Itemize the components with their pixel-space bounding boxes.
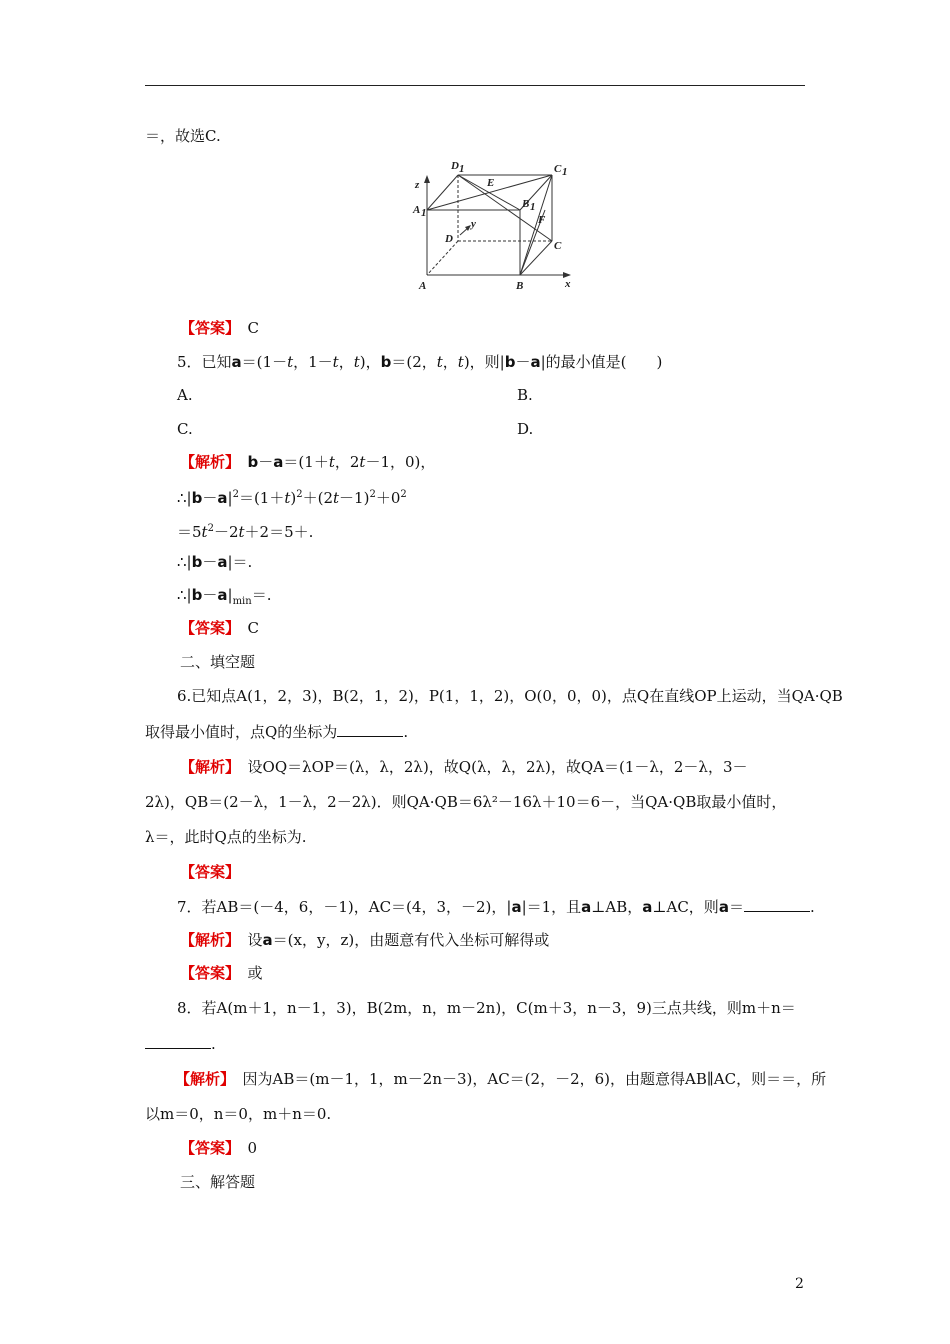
header-rule: [145, 85, 805, 86]
question-5: 5．已知a＝(1－t，1－t，t)，b＝(2，t，t)，则|b－a|的最小值是( ): [177, 353, 663, 371]
analysis-7: 【解析】 设a＝(x，y，z)，由题意有代入坐标可解得或: [180, 931, 550, 949]
analysis-8-line1: 【解析】 因为AB＝(m－1，1，m－2n－3)，AC＝(2，－2，6)，由题意得AB∥AC，则＝＝，所: [175, 1070, 827, 1088]
analysis-6-line3: λ＝，此时Q点的坐标为.: [145, 828, 307, 846]
analysis-5-line4: ∴|b－a|＝.: [177, 553, 253, 571]
answer-row-5: 【答案】 C: [180, 619, 260, 637]
fig-label-d1: D: [451, 160, 459, 172]
question-8-line2: .: [145, 1034, 216, 1054]
fig-label-d: D: [445, 233, 453, 245]
analysis-5-line5: $\therefore|b-a|_{min}=$.: [177, 586, 272, 607]
answer-blank: [145, 1034, 211, 1049]
fig-label-y: y: [471, 218, 476, 230]
option-b: B.: [517, 386, 533, 404]
answer-blank: [744, 897, 810, 912]
fig-label-c1: C: [554, 163, 562, 175]
fig-label-a: A: [419, 280, 427, 292]
answer-row-6: 【答案】: [180, 863, 241, 881]
fig-label-x: x: [565, 278, 571, 290]
analysis-5-line1: 【解析】 b－a＝(1＋t，2t－1，0)，: [180, 453, 436, 471]
fig-sub-c1: 1: [562, 166, 568, 178]
answer-row-8: 【答案】 0: [180, 1139, 258, 1157]
option-c: C.: [177, 420, 193, 438]
answer-tag: 【答案】: [180, 319, 233, 337]
fig-label-e: E: [487, 177, 495, 189]
fig-label-z: z: [415, 179, 420, 191]
analysis-6-line1: 【解析】 设OQ＝λOP＝(λ，λ，2λ)，故Q(λ，λ，2λ)，故QA＝(1－λ，2－λ，3－: [180, 758, 748, 776]
answer-row-7: 【答案】 或: [180, 964, 263, 982]
fig-label-b1: B: [522, 198, 530, 210]
question-8-line1: 8．若A(m＋1，n－1，3)，B(2m，n，m－2n)，C(m＋3，n－3，9)三点共线，则m＋n＝: [177, 999, 796, 1017]
fig-label-c: C: [554, 240, 562, 252]
option-a: A.: [177, 386, 193, 404]
answer-row-4: [180, 318, 259, 338]
cube-figure: [405, 155, 585, 300]
analysis-5-line2: $\therefore|b-a|^2=(1+t)^2+(2t-1)^2+0^2$: [177, 489, 407, 507]
fig-sub-a1: 1: [421, 207, 427, 219]
section-solve: 三、解答题: [180, 1173, 256, 1191]
fig-sub-b1: 1: [530, 201, 536, 213]
option-d: D.: [517, 420, 534, 438]
question-6-line1: 6.已知点A(1，2，3)，B(2，1，2)，P(1，1，2)，O(0，0，0)，点Q在直线OP上运动，当QA·QB: [177, 687, 843, 705]
fig-label-a1: A: [413, 204, 421, 216]
question-7: 7．若AB＝(－4，6，－1)，AC＝(4，3，－2)，|a|＝1，且a⊥AB，a⊥AC，则a＝ .: [177, 898, 815, 916]
answer-blank: [337, 722, 403, 737]
analysis-5-line3: $=5t^2-2t+2=5+$.: [177, 523, 314, 541]
answer-value: C: [247, 319, 260, 337]
analysis-8-line2: 以m＝0，n＝0，m＋n＝0.: [145, 1105, 332, 1123]
paragraph-conclusion: ＝，故选C.: [145, 127, 221, 145]
fig-label-b: B: [516, 280, 524, 292]
fig-sub-d1: 1: [459, 163, 465, 175]
section-fill-in: 二、填空题: [180, 653, 256, 671]
fig-label-f: F: [538, 214, 546, 226]
page-number: 2: [795, 1276, 804, 1292]
analysis-6-line2: 2λ)，QB＝(2－λ，1－λ，2－2λ)．则QA·QB＝6λ²－16λ＋10＝6－，当QA·QB取最小值时，: [145, 793, 787, 811]
question-6-line2: 取得最小值时，点Q的坐标为 .: [145, 723, 409, 741]
